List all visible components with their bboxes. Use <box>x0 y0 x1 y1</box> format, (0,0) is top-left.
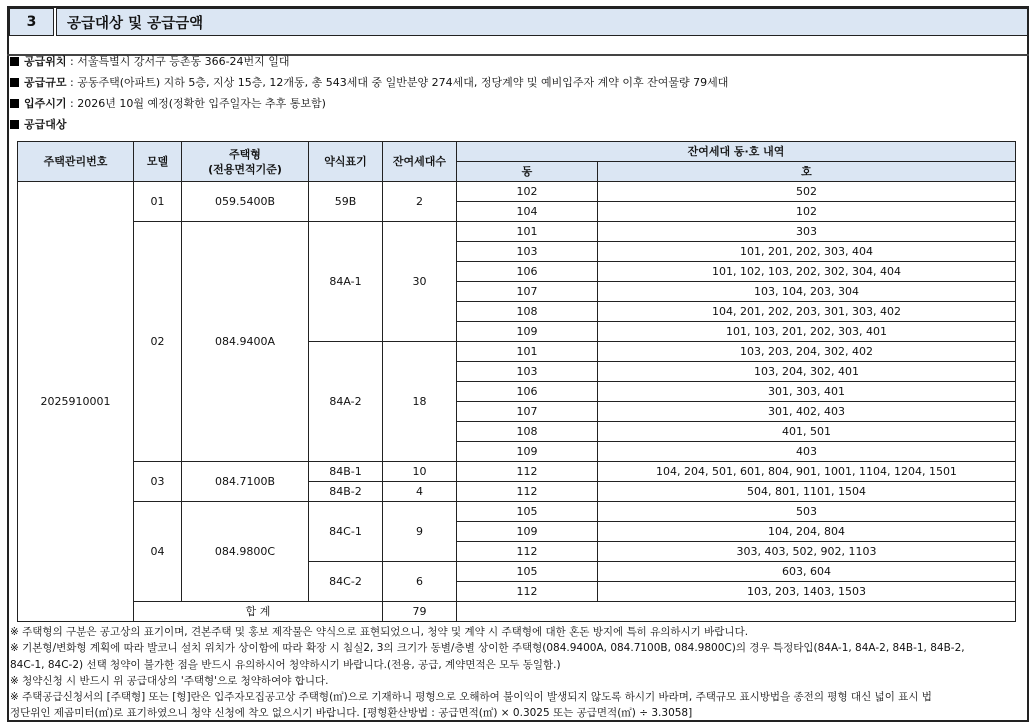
bullet-square-icon <box>10 78 19 87</box>
header-mgmt-no: 주택관리번호 <box>18 142 134 182</box>
info-move-in <box>10 97 326 111</box>
ho-cell: 403 <box>598 442 1016 462</box>
ho-cell: 103, 104, 203, 304 <box>598 282 1016 302</box>
dong-cell: 105 <box>457 562 598 582</box>
table-row <box>18 502 1016 522</box>
header-model: 모델 <box>134 142 182 182</box>
count-cell: 4 <box>383 482 457 502</box>
ho-cell: 103, 203, 1403, 1503 <box>598 582 1016 602</box>
dong-cell: 112 <box>457 542 598 562</box>
notes <box>10 624 1026 722</box>
ho-cell: 103, 204, 302, 401 <box>598 362 1016 382</box>
abbr-cell: 84A-2 <box>309 342 383 462</box>
ho-cell: 103, 203, 204, 302, 402 <box>598 342 1016 362</box>
info-supply-target <box>10 118 67 132</box>
dong-cell: 106 <box>457 262 598 282</box>
count-cell: 10 <box>383 462 457 482</box>
ho-cell: 101, 102, 103, 202, 302, 304, 404 <box>598 262 1016 282</box>
total-count: 79 <box>383 602 457 622</box>
ho-cell: 101, 103, 201, 202, 303, 401 <box>598 322 1016 342</box>
dong-cell: 112 <box>457 582 598 602</box>
model-cell: 03 <box>134 462 182 502</box>
ho-cell: 603, 604 <box>598 562 1016 582</box>
info-scale <box>10 76 728 90</box>
info-label: 공급규모 <box>24 76 67 89</box>
header-detail: 잔여세대 동·호 내역 <box>457 142 1016 162</box>
dong-cell: 106 <box>457 382 598 402</box>
model-cell: 04 <box>134 502 182 602</box>
dong-cell: 112 <box>457 462 598 482</box>
ho-cell: 104, 204, 804 <box>598 522 1016 542</box>
note-line: 정단위인 제곱미터(㎡)로 표기하였으니 청약 신청에 착오 없으시기 바랍니다. [평형환산방법 : 공급면적(㎡) × 0.3025 또는 공급면적(㎡) ÷ 3.3058] <box>10 707 693 720</box>
ho-cell: 401, 501 <box>598 422 1016 442</box>
dong-cell: 112 <box>457 482 598 502</box>
abbr-cell: 84B-1 <box>309 462 383 482</box>
dong-cell: 107 <box>457 402 598 422</box>
count-cell: 2 <box>383 182 457 222</box>
count-cell: 30 <box>383 222 457 342</box>
abbr-cell: 59B <box>309 182 383 222</box>
count-cell: 9 <box>383 502 457 562</box>
header-remaining: 잔여세대수 <box>383 142 457 182</box>
dong-cell: 101 <box>457 222 598 242</box>
header-housing-type: 주택형 (전용면적기준) <box>182 142 309 182</box>
info-value: : 2026년 10월 예정(정확한 입주일자는 추후 통보함) <box>66 97 326 110</box>
total-label: 합 계 <box>134 602 383 622</box>
dong-cell: 109 <box>457 322 598 342</box>
info-label: 입주시기 <box>24 97 67 110</box>
abbr-cell: 84B-2 <box>309 482 383 502</box>
count-cell: 18 <box>383 342 457 462</box>
type-cell: 084.7100B <box>182 462 309 502</box>
note-line: 84C-1, 84C-2) 선택 청약이 불가한 점을 반드시 유의하시어 청약하시기 바랍니다.(전용, 공급, 계약면적은 모두 동일함.) <box>10 658 561 671</box>
section-number: 3 <box>9 8 54 36</box>
model-cell: 02 <box>134 222 182 462</box>
dong-cell: 108 <box>457 422 598 442</box>
info-label: 공급대상 <box>24 118 67 131</box>
supply-table <box>17 141 1016 622</box>
info-value: : 서울특별시 강서구 등촌동 366-24번지 일대 <box>66 55 290 68</box>
note-line: ※ 기본형/변화형 계획에 따라 발코니 설치 위치가 상이함에 따라 확장 시 침실2, 3의 크기가 동별/층별 상이한 주택형(084.9400A, 084.7100B, 084.9800C)의 경우 특정타입(84A-1, 84A-2, 84B-1, 84B-2, <box>10 642 965 655</box>
dong-cell: 101 <box>457 342 598 362</box>
dong-cell: 109 <box>457 522 598 542</box>
dong-cell: 105 <box>457 502 598 522</box>
type-cell: 084.9400A <box>182 222 309 462</box>
bullet-square-icon <box>10 120 19 129</box>
ho-cell: 301, 402, 403 <box>598 402 1016 422</box>
abbr-cell: 84C-1 <box>309 502 383 562</box>
ho-cell: 104, 204, 501, 601, 804, 901, 1001, 1104, 1204, 1501 <box>598 462 1016 482</box>
header-abbr: 약식표기 <box>309 142 383 182</box>
dong-cell: 102 <box>457 182 598 202</box>
total-empty <box>457 602 1016 622</box>
dong-cell: 103 <box>457 362 598 382</box>
header-ho: 호 <box>598 162 1016 182</box>
table-row <box>18 182 1016 202</box>
abbr-cell: 84C-2 <box>309 562 383 602</box>
info-value: : 공동주택(아파트) 지하 5층, 지상 15층, 12개동, 총 543세대 중 일반분양 274세대, 정당계약 및 예비입주자 계약 이후 잔여물량 79세대 <box>66 76 729 89</box>
info-label: 공급위치 <box>24 55 67 68</box>
bullet-square-icon <box>10 99 19 108</box>
ho-cell: 104, 201, 202, 203, 301, 303, 402 <box>598 302 1016 322</box>
note-line: ※ 청약신청 시 반드시 위 공급대상의 '주택형'으로 청약하여야 합니다. <box>10 674 329 687</box>
total-row <box>18 602 1016 622</box>
dong-cell: 108 <box>457 302 598 322</box>
note-line: ※ 주택형의 구분은 공고상의 표기이며, 견본주택 및 홍보 제작물은 약식으로 표현되었으니, 청약 및 계약 시 주택형에 대한 혼돈 방지에 특히 유의하시기 바랍니다. <box>10 626 749 638</box>
abbr-cell: 84A-1 <box>309 222 383 342</box>
table-row <box>18 222 1016 242</box>
mgmt-no-cell: 2025910001 <box>18 182 134 622</box>
ho-cell: 303 <box>598 222 1016 242</box>
note-line: ※ 주택공급신청서의 [주택형] 또는 [형]란은 입주자모집공고상 주택형(㎡)으로 기재하니 평형으로 오해하여 불이익이 발생되지 않도록 하시기 바라며, 주택규모 표시방법을 종전의 평형 대신 넓이 표시 법 <box>10 691 932 704</box>
ho-cell: 303, 403, 502, 902, 1103 <box>598 542 1016 562</box>
model-cell: 01 <box>134 182 182 222</box>
dong-cell: 103 <box>457 242 598 262</box>
type-cell: 084.9800C <box>182 502 309 602</box>
section-title: 공급대상 및 공급금액 <box>56 8 1028 36</box>
table-row <box>18 462 1016 482</box>
info-location <box>10 55 290 69</box>
ho-cell: 301, 303, 401 <box>598 382 1016 402</box>
bullet-square-icon <box>10 57 19 66</box>
ho-cell: 503 <box>598 502 1016 522</box>
header-dong: 동 <box>457 162 598 182</box>
type-cell: 059.5400B <box>182 182 309 222</box>
ho-cell: 504, 801, 1101, 1504 <box>598 482 1016 502</box>
dong-cell: 109 <box>457 442 598 462</box>
count-cell: 6 <box>383 562 457 602</box>
dong-cell: 104 <box>457 202 598 222</box>
ho-cell: 102 <box>598 202 1016 222</box>
ho-cell: 101, 201, 202, 303, 404 <box>598 242 1016 262</box>
ho-cell: 502 <box>598 182 1016 202</box>
dong-cell: 107 <box>457 282 598 302</box>
